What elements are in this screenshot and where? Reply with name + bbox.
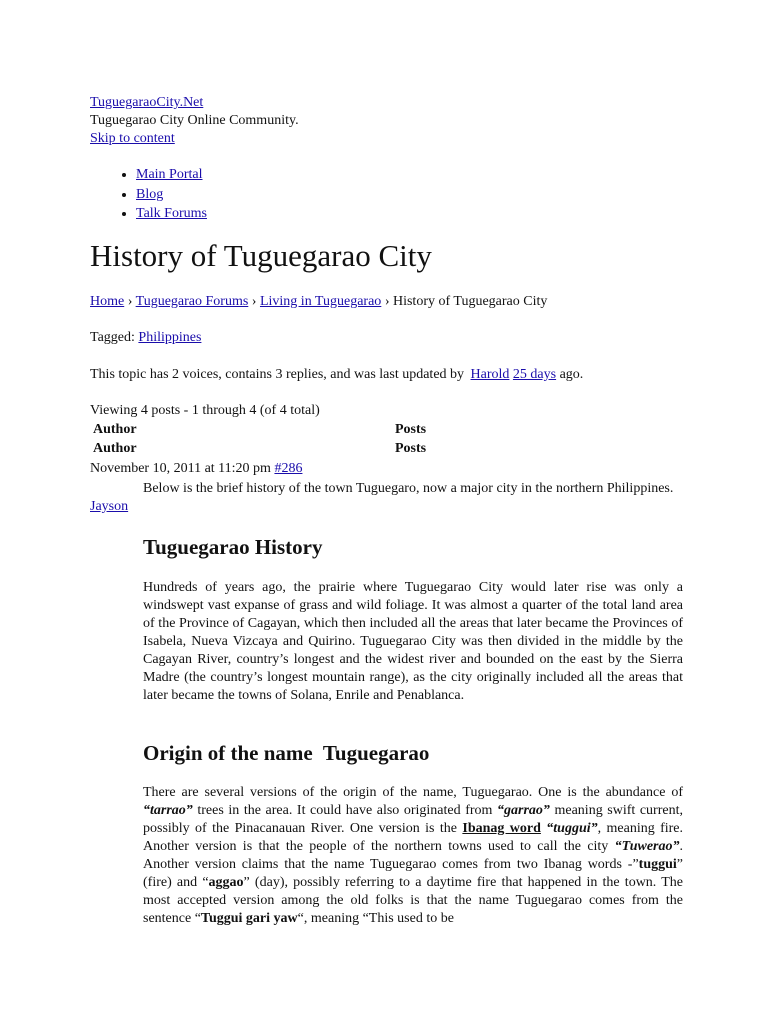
origin-body <box>143 784 683 928</box>
breadcrumb <box>90 293 547 311</box>
tags-prefix: Tagged: <box>90 330 139 345</box>
topic-info <box>90 366 583 384</box>
origin-term-tuggui: “tuggui” <box>546 821 598 836</box>
nav-link-blog[interactable]: Blog <box>136 186 164 202</box>
nav-item-talk-forums <box>136 204 207 224</box>
origin-term-garrao: “garrao” <box>497 803 550 818</box>
origin-text: There are several versions of the origin of the name, Tuguegarao. One is the abundance of <box>143 785 683 800</box>
history-paragraph: Hundreds of years ago, the prairie where Tuguegarao City would later rise was only a windswept vast expanse of grass and wild foliage. It was almost a quarter of the total land area of the Province of Cagayan, which then included all the areas that later became the Provinces of Isabela, Nueva Vizcaya and Quirino. Tuguegarao City was then divided in the middle by the Cagayan River, country’s longest and the widest river and bounded on the east by the Sierra Madre (the country’s longest mountain range), as the city originally included all the areas that later became the towns of Solana, Enrile and Penablanca. <box>143 580 683 703</box>
posts-count: Viewing 4 posts - 1 through 4 (of 4 total) <box>90 403 320 418</box>
skip-to-content-link[interactable]: Skip to content <box>90 131 175 146</box>
topic-tags <box>90 329 201 347</box>
origin-paragraph <box>143 784 683 928</box>
origin-text: ” (fire) and “ <box>143 857 683 890</box>
post-intro: Below is the brief history of the town Tuguegaro, now a major city in the northern Philippines. <box>143 481 674 496</box>
page-title: History of Tuguegarao City <box>90 238 432 273</box>
origin-text: . Another version claims that the name Tuguegarao comes from two Ibanag words -” <box>143 839 683 872</box>
post-date: November 10, 2011 at 11:20 pm <box>90 461 275 476</box>
topic-info-text: This topic has 2 voices, contains 3 replies, and was last updated by <box>90 367 468 382</box>
site-header <box>90 94 299 148</box>
breadcrumb-separator: › <box>381 294 393 309</box>
table-footer-posts: Posts <box>395 441 427 456</box>
nav-item-main-portal <box>136 165 207 185</box>
origin-term-tuggui-fire: tuggui <box>638 857 677 872</box>
origin-term-tarrao: “tarrao” <box>143 803 193 818</box>
site-name-link[interactable]: TuguegaraoCity.Net <box>90 95 204 110</box>
nav-link-main-portal[interactable]: Main Portal <box>136 167 203 182</box>
breadcrumb-living-link[interactable]: Living in Tuguegarao <box>259 294 382 309</box>
post-author-link[interactable]: Jayson <box>90 499 129 514</box>
table-header-author: Author <box>93 422 137 437</box>
breadcrumb-separator: › <box>248 294 260 309</box>
table-footer-author: Author <box>93 441 137 456</box>
history-body <box>143 579 683 705</box>
origin-text: , meaning fire. Another version is that the people of the northern towns used to call the city <box>143 821 684 854</box>
origin-text: trees in the area. It could have also originated from <box>192 803 497 818</box>
origin-text: “, meaning “This used to be <box>297 911 454 926</box>
nav-link-talk-forums[interactable]: Talk Forums <box>136 206 207 221</box>
main-navigation <box>90 165 207 224</box>
tag-philippines-link[interactable]: Philippines <box>138 330 202 345</box>
last-user-link[interactable]: Harold <box>470 367 510 382</box>
site-tagline: Tuguegarao City Online Community. <box>90 113 299 128</box>
nav-item-blog <box>136 185 207 205</box>
breadcrumb-separator: › <box>124 294 136 309</box>
breadcrumb-forums-link[interactable]: Tuguegarao Forums <box>135 294 249 309</box>
origin-section <box>143 740 683 766</box>
breadcrumb-current: History of Tuguegarao City <box>392 294 548 309</box>
origin-term-aggao: aggao <box>208 875 244 890</box>
post-permalink[interactable]: #286 <box>274 461 303 476</box>
post-meta <box>90 460 302 478</box>
post-author <box>90 498 128 516</box>
table-header-posts: Posts <box>395 422 427 437</box>
origin-term-phrase: Tuggui gari yaw <box>200 911 298 926</box>
origin-heading: Origin of the name Tuguegarao <box>143 741 430 765</box>
breadcrumb-home-link[interactable]: Home <box>90 294 125 309</box>
origin-term-tuwerao: “Tuwerao” <box>614 839 680 854</box>
origin-term-ibanag: Ibanag word <box>462 821 541 836</box>
topic-info-suffix: ago. <box>556 367 584 382</box>
history-heading: Tuguegarao History <box>143 535 323 559</box>
origin-text: ” (day), possibly referring to a daytime fire that happened in the town. The most accepted version among the old folks is that the name Tuguegarao comes from the sentence “ <box>143 875 683 926</box>
history-section <box>143 534 683 560</box>
last-updated-time-link[interactable]: 25 days <box>512 367 557 382</box>
origin-text: meaning swift current, possibly of the Pinacanauan River. One version is the <box>143 803 683 836</box>
